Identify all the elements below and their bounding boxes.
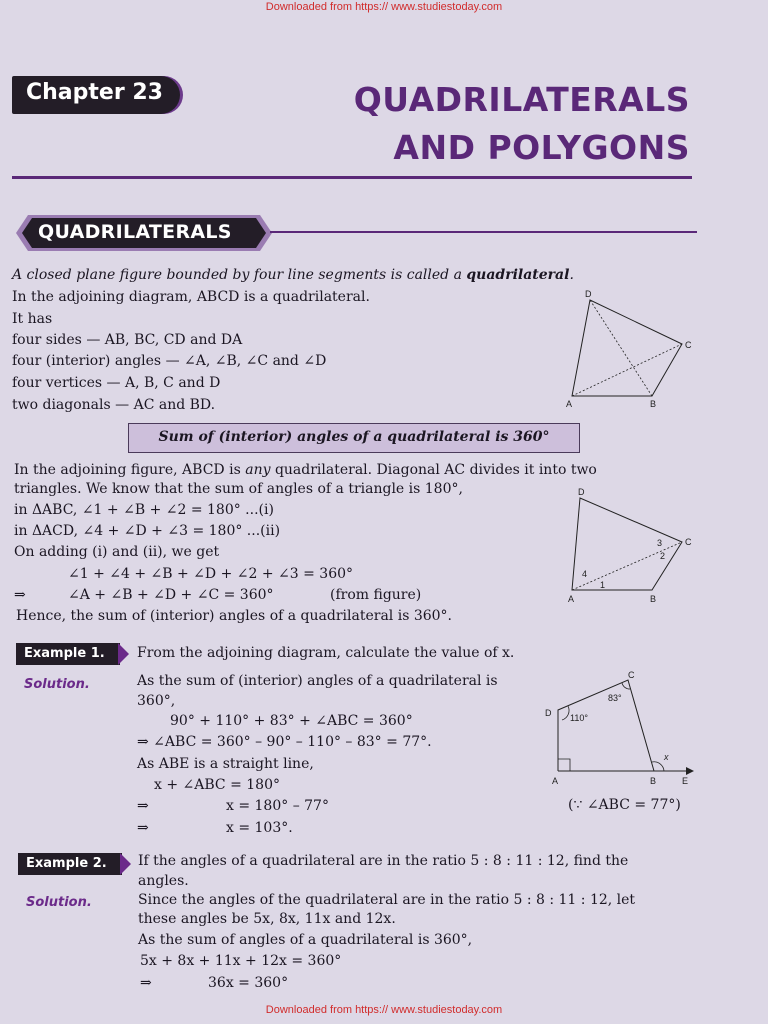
theorem-note: (from figure) xyxy=(330,587,422,603)
solution-line: 36x = 360° xyxy=(208,975,289,991)
implies-arrow: ⇒ xyxy=(14,587,26,603)
angle-label: x xyxy=(664,752,669,762)
intro-line: It has xyxy=(12,311,53,327)
intro-line: two diagonals — AC and BD. xyxy=(12,397,216,413)
solution-line: 90° + 110° + 83° + ∠ABC = 360° xyxy=(170,713,413,729)
solution-note: (∵ ∠ABC = 77°) xyxy=(568,797,681,813)
example1-label: Example 1. xyxy=(24,646,105,661)
theorem-text: In the adjoining figure, ABCD is xyxy=(14,462,246,478)
intro-line: four (interior) angles — ∠A, ∠B, ∠C and ∠D xyxy=(12,353,327,369)
definition-end: . xyxy=(569,267,574,283)
implies-arrow: ⇒ xyxy=(137,820,149,836)
angle-label: 4 xyxy=(582,569,588,579)
solution-line: ⇒ ∠ABC = 360° – 90° – 110° – 83° = 77°. xyxy=(137,734,432,750)
vertex-label: C xyxy=(628,670,635,680)
section-rule xyxy=(270,231,697,233)
figure-quadrilateral-abcd xyxy=(560,286,700,412)
vertex-label: E xyxy=(682,776,689,786)
vertex-label: B xyxy=(650,399,657,409)
vertex-label: D xyxy=(545,708,552,718)
solution-line: these angles be 5x, 8x, 11x and 12x. xyxy=(138,911,396,927)
example2-solution-label: Solution. xyxy=(26,895,92,910)
example2-badge xyxy=(18,853,122,875)
theorem-text: quadrilateral. Diagonal AC divides it into two xyxy=(270,462,597,478)
example1-badge xyxy=(16,643,120,665)
solution-line: x = 180° – 77° xyxy=(226,798,329,814)
example2-question: angles. xyxy=(138,873,189,889)
chapter-title-line1: QUADRILATERALS xyxy=(353,80,690,119)
solution-line: 5x + 8x + 11x + 12x = 360° xyxy=(140,953,342,969)
vertex-label: C xyxy=(685,537,692,547)
intro-line: four sides — AB, BC, CD and DA xyxy=(12,332,243,348)
example2-question: If the angles of a quadrilateral are in the ratio 5 : 8 : 11 : 12, find the xyxy=(138,853,629,869)
title-rule xyxy=(12,176,692,179)
angle-label: 110° xyxy=(570,713,588,723)
vertex-label: B xyxy=(650,776,657,786)
implies-arrow: ⇒ xyxy=(140,975,152,991)
vertex-label: D xyxy=(578,487,585,497)
definition-text: A closed plane figure bounded by four line segments is called a xyxy=(12,267,467,283)
vertex-label: B xyxy=(650,594,657,604)
example1-question: From the adjoining diagram, calculate the value of x. xyxy=(137,645,515,661)
implies-arrow: ⇒ xyxy=(137,798,149,814)
intro-line: four vertices — A, B, C and D xyxy=(12,375,221,391)
solution-line: x + ∠ABC = 180° xyxy=(154,777,280,793)
vertex-label: A xyxy=(566,399,573,409)
theorem-emph: any xyxy=(245,462,271,478)
example1-solution-label: Solution. xyxy=(24,677,90,692)
angle-label: 2 xyxy=(660,551,666,561)
angle-label: 83° xyxy=(608,693,622,703)
theorem-line: ∠A + ∠B + ∠D + ∠C = 360° xyxy=(68,587,274,603)
example2-label: Example 2. xyxy=(26,856,107,871)
solution-line: 360°, xyxy=(137,693,176,709)
vertex-label: A xyxy=(552,776,559,786)
theorem-line: in ΔACD, ∠4 + ∠D + ∠3 = 180° ...(ii) xyxy=(14,523,281,539)
download-footer[interactable]: Downloaded from https:// www.studiestoday.com xyxy=(265,1004,503,1016)
chapter-badge xyxy=(12,76,180,114)
solution-line: Since the angles of the quadrilateral are in the ratio 5 : 8 : 11 : 12, let xyxy=(138,892,636,908)
section-title: QUADRILATERALS xyxy=(38,221,232,243)
angle-label: 3 xyxy=(657,538,663,548)
solution-line: As the sum of (interior) angles of a quadrilateral is xyxy=(137,673,498,689)
theorem-line: in ΔABC, ∠1 + ∠B + ∠2 = 180° ...(i) xyxy=(14,502,274,518)
theorem-box xyxy=(128,423,580,453)
vertex-label: C xyxy=(685,340,692,350)
figure-quadrilateral-angles xyxy=(560,484,700,608)
chapter-title-line2: AND POLYGONS xyxy=(393,128,690,167)
intro-line: In the adjoining diagram, ABCD is a quadrilateral. xyxy=(12,289,370,305)
theorem-line: On adding (i) and (ii), we get xyxy=(14,544,220,560)
angle-label: 1 xyxy=(600,580,606,590)
theorem-title: Sum of (interior) angles of a quadrilateral is 360° xyxy=(158,429,550,445)
theorem-line: triangles. We know that the sum of angles of a triangle is 180°, xyxy=(14,481,463,497)
chapter-label: Chapter 23 xyxy=(26,80,163,105)
definition-term: quadrilateral xyxy=(466,267,570,283)
solution-line: As ABE is a straight line, xyxy=(137,756,314,772)
theorem-line: ∠1 + ∠4 + ∠B + ∠D + ∠2 + ∠3 = 360° xyxy=(68,566,354,582)
solution-line: As the sum of angles of a quadrilateral is 360°, xyxy=(138,932,473,948)
vertex-label: A xyxy=(568,594,575,604)
badge-arrow xyxy=(120,853,132,875)
download-header[interactable]: Downloaded from https:// www.studiestoday.com xyxy=(265,1,503,13)
solution-line: x = 103°. xyxy=(226,820,293,836)
theorem-line xyxy=(14,461,597,479)
definition xyxy=(12,266,574,284)
vertex-label: D xyxy=(585,289,592,299)
theorem-conclusion: Hence, the sum of (interior) angles of a quadrilateral is 360°. xyxy=(16,608,452,624)
badge-arrow xyxy=(118,643,130,665)
figure-example1 xyxy=(540,666,700,788)
